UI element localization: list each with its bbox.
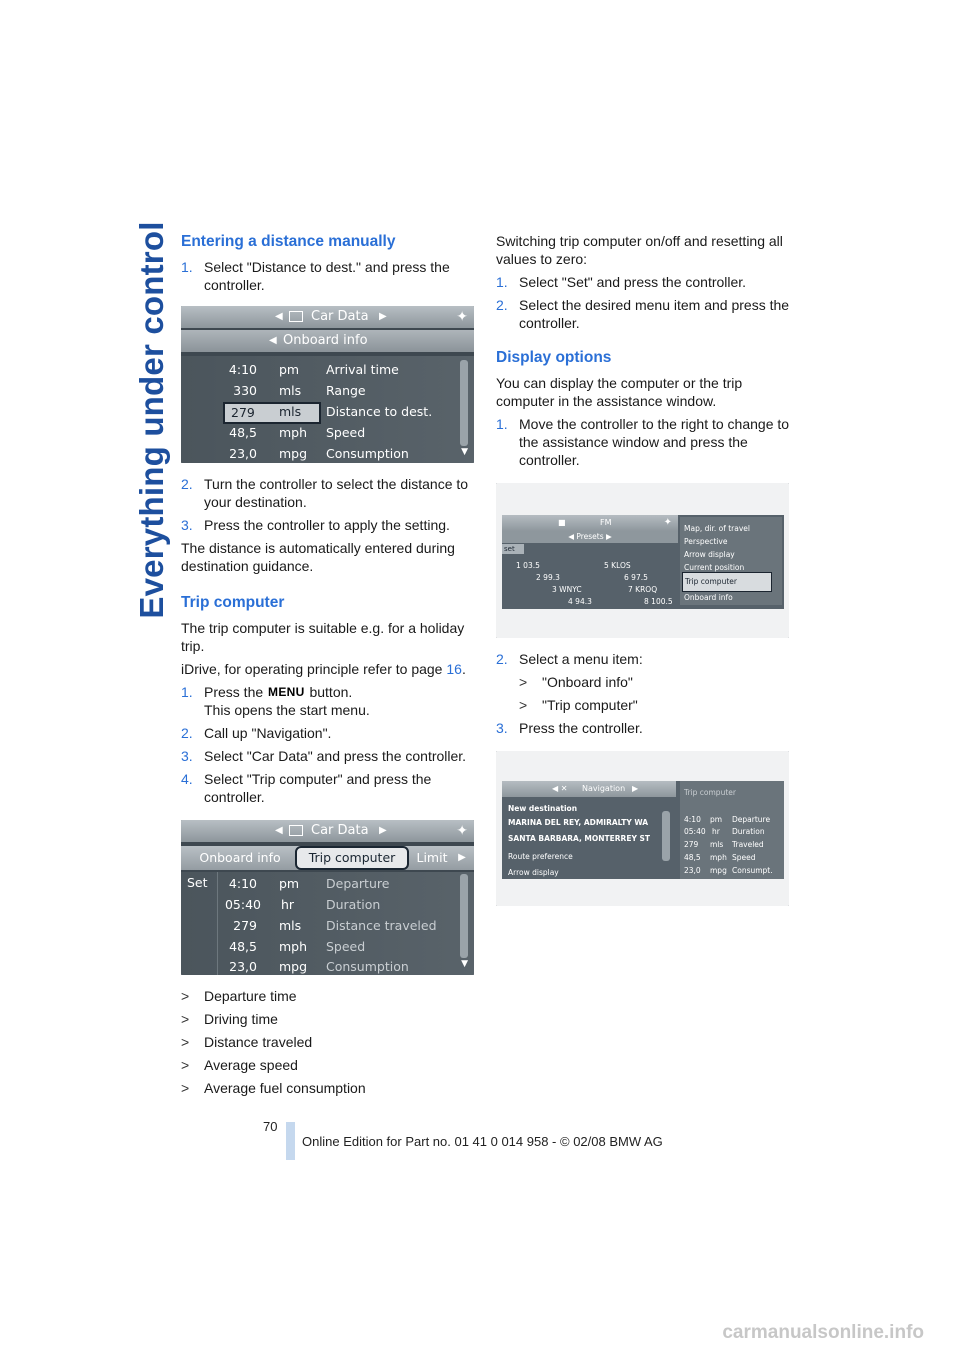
display-step-3: 3. Press the controller. (496, 720, 643, 736)
controller-icon: ✦ (456, 823, 468, 839)
tab-next-icon[interactable]: ▶ (458, 852, 466, 863)
step-2: 2. Turn the controller to select the distance to your destination. (181, 476, 469, 510)
menu-item[interactable]: Current position (684, 563, 745, 572)
menu-item[interactable]: Onboard info (684, 593, 733, 602)
page-link[interactable]: 16 (446, 661, 462, 677)
scroll-down-icon: ▼ (461, 959, 468, 969)
paragraph-switching: Switching trip computer on/off and resetting all values to zero: (496, 233, 783, 267)
screen-navigation-trip (496, 751, 789, 906)
menu-button-icon: MENU (268, 685, 305, 699)
screen-sub-bar: ◀ Onboard info (181, 330, 474, 352)
table-row[interactable]: 48,5 mph Speed (229, 425, 366, 440)
controller-icon: ✦ (663, 517, 672, 528)
screen-assistance-menu (496, 483, 789, 638)
footer-edition: Online Edition for Part no. 01 41 0 014 958 - © 02/08 BMW AG (302, 1134, 663, 1149)
monitor-icon (289, 825, 303, 836)
left-column (181, 232, 473, 1102)
set-button[interactable]: set (502, 544, 524, 554)
radio-band-bar: ■ FM ✦ (502, 515, 678, 531)
screen-trip-computer (181, 820, 474, 975)
preset-7[interactable]: 7 KROQ (628, 585, 658, 594)
table-row-selected[interactable]: 279 mls Distance to dest. (181, 402, 474, 422)
controller-icon: ✦ (456, 309, 468, 325)
preset-4[interactable]: 4 94.3 (568, 597, 592, 606)
heading-entering-distance: Entering a distance manually (181, 233, 396, 250)
table-row[interactable]: 4:10 pm Arrival time (228, 362, 399, 377)
scrollbar[interactable] (460, 874, 468, 958)
menu-item[interactable]: Arrow display (508, 868, 559, 877)
preset-1[interactable]: 1 03.5 (516, 561, 540, 570)
menu-item[interactable]: Map, dir. of travel (684, 524, 750, 533)
tab-trip-computer[interactable]: Trip computer (295, 846, 409, 870)
step-1: 1. Select "Distance to dest." and press the controller. (181, 259, 450, 293)
table-row: 4:10 pm Departure (228, 876, 390, 891)
trip-step-3: 3. Select "Car Data" and press the controller. (181, 748, 467, 764)
display-step-1: 1. Move the controller to the right to change to the assistance window and press the controller. (496, 416, 790, 468)
menu-item[interactable]: SANTA BARBARA, MONTERREY ST (508, 834, 651, 843)
heading-display-options: Display options (496, 349, 612, 366)
table-row: 279 mls Distance traveled (233, 918, 437, 933)
display-step-2: 2. Select a menu item: (496, 651, 643, 667)
heading-trip-computer: Trip computer (181, 594, 285, 611)
menu-item[interactable]: Arrow display (684, 550, 735, 559)
list-item: > Distance traveled (181, 1034, 313, 1050)
table-row: 05:40 hr Duration (224, 897, 381, 912)
preset-6[interactable]: 6 97.5 (624, 573, 648, 582)
screen-onboard-info (181, 306, 474, 463)
screen-title-bar: ◀ Car Data ▶ ✦ (181, 306, 474, 328)
list-item: > Driving time (181, 1011, 278, 1027)
navigation-bar: ◀ ✕ Navigation ▶ (502, 781, 676, 797)
set-button[interactable]: Set (187, 875, 208, 890)
screen-title-bar: ◀ Car Data ▶ ✦ (181, 820, 474, 842)
table-row[interactable]: 23,0 mpg Consumption (229, 446, 409, 461)
preset-5[interactable]: 5 KLOS (604, 561, 631, 570)
scroll-down-icon: ▼ (461, 447, 468, 457)
tab-bar (181, 846, 474, 870)
list-item: > Average fuel consumption (181, 1080, 366, 1096)
menu-item[interactable]: MARINA DEL REY, ADMIRALTY WA (508, 818, 649, 827)
trip-computer-panel: Trip computer 4:10 pm Departure 05:40 hr Duration 279 mls Traveled 48,5 mph Speed 23,0 mpg Consumpt. (680, 781, 784, 879)
preset-8[interactable]: 8 100.5 (644, 597, 673, 606)
paragraph-auto-entry: The distance is automatically entered during destination guidance. (181, 540, 455, 574)
list-item: > Departure time (181, 988, 297, 1004)
list-item: > "Onboard info" (519, 674, 633, 690)
reset-step-2: 2. Select the desired menu item and press the controller. (496, 297, 790, 331)
table-row: 48,5 mph Speed (229, 939, 366, 954)
menu-item[interactable]: Perspective (684, 537, 728, 546)
trip-step-4: 4. Select "Trip computer" and press the controller. (181, 771, 432, 805)
tab-limit[interactable]: Limit (416, 850, 448, 865)
assistance-menu (680, 517, 782, 605)
scrollbar[interactable] (460, 360, 468, 446)
menu-item[interactable]: New destination (508, 804, 578, 813)
paragraph-display: You can display the computer or the trip computer in the assistance window. (496, 375, 743, 409)
table-row: 23,0 mpg Consumption (229, 959, 409, 974)
step-3: 3. Press the controller to apply the setting. (181, 517, 450, 533)
footer-marker (286, 1122, 295, 1160)
paragraph-suitable: The trip computer is suitable e.g. for a holiday trip. (181, 620, 465, 654)
trip-step-2: 2. Call up "Navigation". (181, 725, 332, 741)
scrollbar[interactable] (662, 811, 670, 861)
side-title: Everything under control (133, 221, 170, 619)
page-number: 70 (263, 1119, 278, 1134)
table-row[interactable]: 330 mls Range (233, 383, 366, 398)
right-column (496, 232, 792, 918)
preset-2[interactable]: 2 99.3 (536, 573, 560, 582)
paragraph-idrive: iDrive, for operating principle refer to page 16. (181, 661, 466, 677)
list-item: > "Trip computer" (519, 697, 638, 713)
monitor-icon (289, 311, 303, 322)
watermark: carmanualsonline.info (722, 1322, 924, 1343)
presets-bar: ◀ Presets ▶ (502, 531, 678, 543)
list-item: > Average speed (181, 1057, 298, 1073)
reset-step-1: 1. Select "Set" and press the controller. (496, 274, 747, 290)
menu-item-selected[interactable]: Trip computer (682, 572, 772, 592)
tab-onboard-info[interactable]: Onboard info (199, 850, 281, 865)
menu-item[interactable]: Route preference (508, 852, 573, 861)
preset-3[interactable]: 3 WNYC (552, 585, 582, 594)
trip-step-1: 1. Press the MENU button. This opens the start menu. (181, 684, 370, 718)
